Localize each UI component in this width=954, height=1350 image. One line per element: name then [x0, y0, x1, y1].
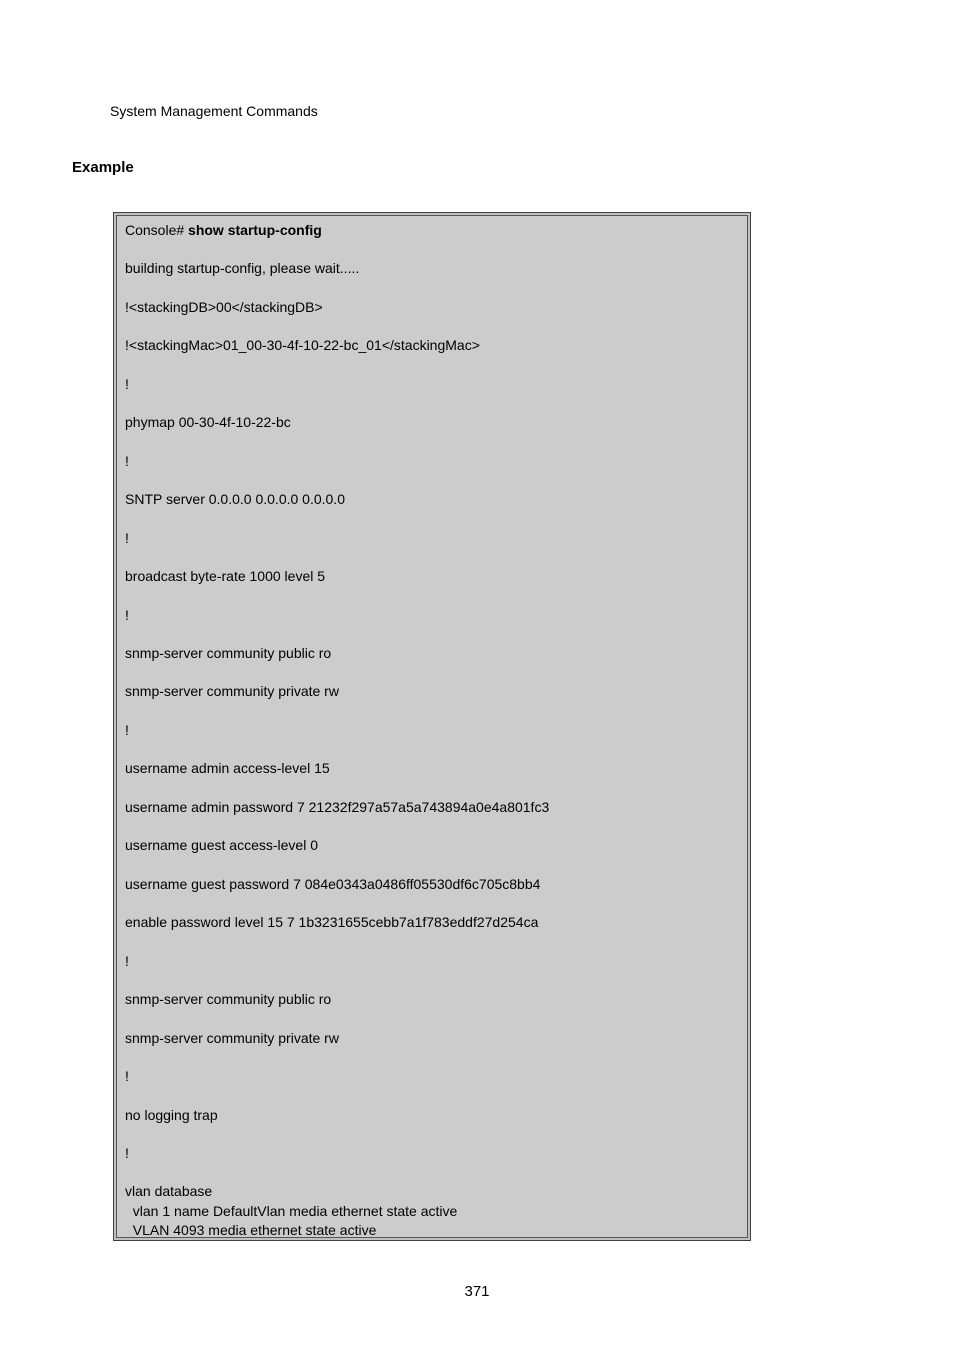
- console-line: !<stackingMac>01_00-30-4f-10-22-bc_01</stackingMac>: [125, 337, 480, 353]
- console-line: vlan database: [125, 1183, 213, 1199]
- console-line: !: [125, 376, 129, 392]
- console-line: username admin access-level 15: [125, 760, 330, 776]
- console-line: !: [125, 1145, 129, 1161]
- console-line: broadcast byte-rate 1000 level 5: [125, 568, 326, 584]
- console-line: !: [125, 453, 129, 469]
- console-line: snmp-server community public ro: [125, 991, 332, 1007]
- console-line: VLAN 4093 media ethernet state active: [125, 1222, 377, 1238]
- console-line: SNTP server 0.0.0.0 0.0.0.0 0.0.0.0: [125, 491, 345, 507]
- console-line: !: [125, 607, 129, 623]
- console-line: !: [125, 953, 129, 969]
- console-line: no logging trap: [125, 1107, 218, 1123]
- console-line: username guest password 7 084e0343a0486ff05530df6c705c8bb4: [125, 876, 541, 892]
- console-line: username admin password 7 21232f297a57a5a743894a0e4a801fc3: [125, 799, 550, 815]
- running-header: System Management Commands: [110, 103, 318, 119]
- console-line: enable password level 15 7 1b3231655cebb7a1f783eddf27d254ca: [125, 914, 539, 930]
- console-line: !: [125, 530, 129, 546]
- console-line: !: [125, 722, 129, 738]
- console-command: show startup-config: [188, 222, 322, 238]
- console-line: vlan 1 name DefaultVlan media ethernet state active: [125, 1203, 458, 1219]
- console-line: snmp-server community private rw: [125, 1030, 339, 1046]
- page-number: 371: [464, 1283, 490, 1300]
- console-line: !: [125, 1068, 129, 1084]
- console-output-panel: [116, 215, 748, 1238]
- console-line: snmp-server community public ro: [125, 645, 332, 661]
- console-prompt: Console#: [125, 222, 189, 238]
- console-line: phymap 00-30-4f-10-22-bc: [125, 414, 291, 430]
- console-line: building startup-config, please wait.....: [125, 260, 360, 276]
- console-line: snmp-server community private rw: [125, 683, 339, 699]
- console-line: username guest access-level 0: [125, 837, 318, 853]
- console-command-line: [125, 221, 322, 239]
- console-output-box: [113, 212, 751, 1241]
- console-line: !<stackingDB>00</stackingDB>: [125, 299, 323, 315]
- section-heading: Example: [72, 159, 134, 176]
